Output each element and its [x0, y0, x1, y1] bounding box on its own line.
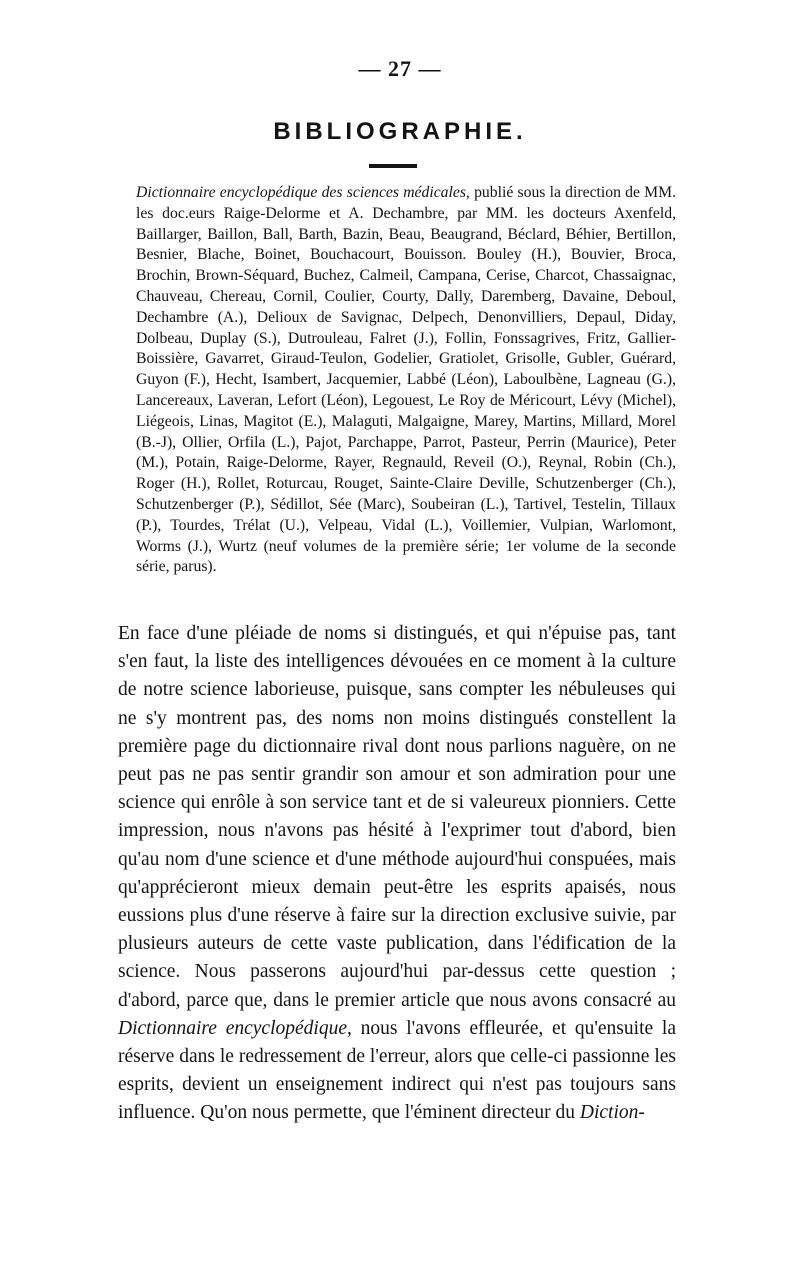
italic-title-dictionnaire: Dictionnaire encyclopédique	[118, 1017, 347, 1039]
reference-title: Dictionnaire encyclopédique des sciences médicales,	[136, 184, 470, 201]
page-number: — 27 —	[358, 56, 442, 81]
italic-title-fragment: Diction-	[579, 1102, 645, 1124]
section-title: BIBLIOGRAPHIE.	[273, 118, 527, 145]
body-paragraph	[118, 620, 676, 1128]
reference-details: publié sous la direction de MM. les doc.eurs Raige-Delorme et A. Dechambre, par MM. les docteurs Axenfeld, Baillarger, Baillon, Ball, Barth, Bazin, Beau, Beaugrand, Béclard, Béhier, Bertillon, Besnier, Blache, Boinet, Bouchacourt, Bouisson. Bouley (H.), Bouvier, Broca, Brochin, Brown-Séquard, Buchez, Calmeil, Campana, Cerise, Charcot, Chassaignac, Chauveau, Chereau, Cornil, Coulier, Courty, Dally, Daremberg, Davaine, Deboul, Dechambre (A.), Delioux de Savignac, Delpech, Denonvilliers, Depaul, Diday, Dolbeau, Duplay (S.), Dutrouleau, Falret (J.), Follin, Fonssagrives, Fritz, Gallier-Boissière, Gavarret, Giraud-Teulon, Godelier, Gratiolet, Grisolle, Gubler, Guérard, Guyon (F.), Hecht, Isambert, Jacquemier, Labbé (Léon), Laboulbène, Lagneau (G.), Lancereaux, Laveran, Lefort (Léon), Legouest, Le Roy de Méricourt, Lévy (Michel), Liégeois, Linas, Magitot (E.), Malaguti, Malgaigne, Marey, Martins, Millard, Morel (B.-J), Ollier, Orfila (L.), Pajot, Parchappe, Parrot, Pasteur, Perrin (Maurice), Peter (M.), Potain, Raige-Delorme, Rayer, Regnauld, Reveil (O.), Reynal, Robin (Ch.), Roger (H.), Rollet, Roturcau, Rouget, Sainte-Claire Deville, Schutzenberger (Ch.), Schutzenberger (P.), Sédillot, Sée (Marc), Soubeiran (L.), Tartivel, Testelin, Tillaux (P.), Tourdes, Trélat (U.), Velpeau, Vidal (L.), Voillemier, Vulpian, Warlomont, Worms (J.), Wurtz (neuf volumes de la première série; 1er volume de la seconde série, parus).	[136, 184, 677, 576]
bibliography-entry	[136, 183, 676, 578]
paragraph-text-part-1: En face d'une pléiade de noms si distingués, et qui n'épuise pas, tant s'en faut, la liste des intelligences dévouées en ce moment à la culture de notre science laborieuse, puisque, sans compter les nébuleuses qui ne s'y montrent pas, des noms non moins distingués constellent la première page du dictionnaire rival dont nous parlions naguère, on ne peut pas ne pas sentir grandir son amour et son admiration pour une science qui enrôle à son service tant et de si valeureux pionniers. Cette impression, nous n'avons pas hésité à l'exprimer tout d'abord, bien qu'au nom d'une science et d'une méthode aujourd'hui conspuées, mais qu'apprécieront mieux demain peut-être les esprits apaisés, nous eussions plus d'une réserve à faire sur la direction exclusive suivie, par plusieurs auteurs de cette vaste publication, dans l'édification de la science. Nous passerons aujourd'hui par-dessus cette question ; d'abord, parce que, dans le premier article que nous avons consacré au	[118, 623, 676, 1011]
paragraph-text-part-2: , nous l'avons effleurée, et qu'ensuite la réserve dans le redressement de l'erreur, alors que celle-ci passionne les esprits, devient un enseignement indirect qui n'est pas toujours sans influence. Qu'on nous permette, que l'éminent directeur du	[118, 1017, 676, 1124]
title-underline-rule	[369, 164, 417, 168]
